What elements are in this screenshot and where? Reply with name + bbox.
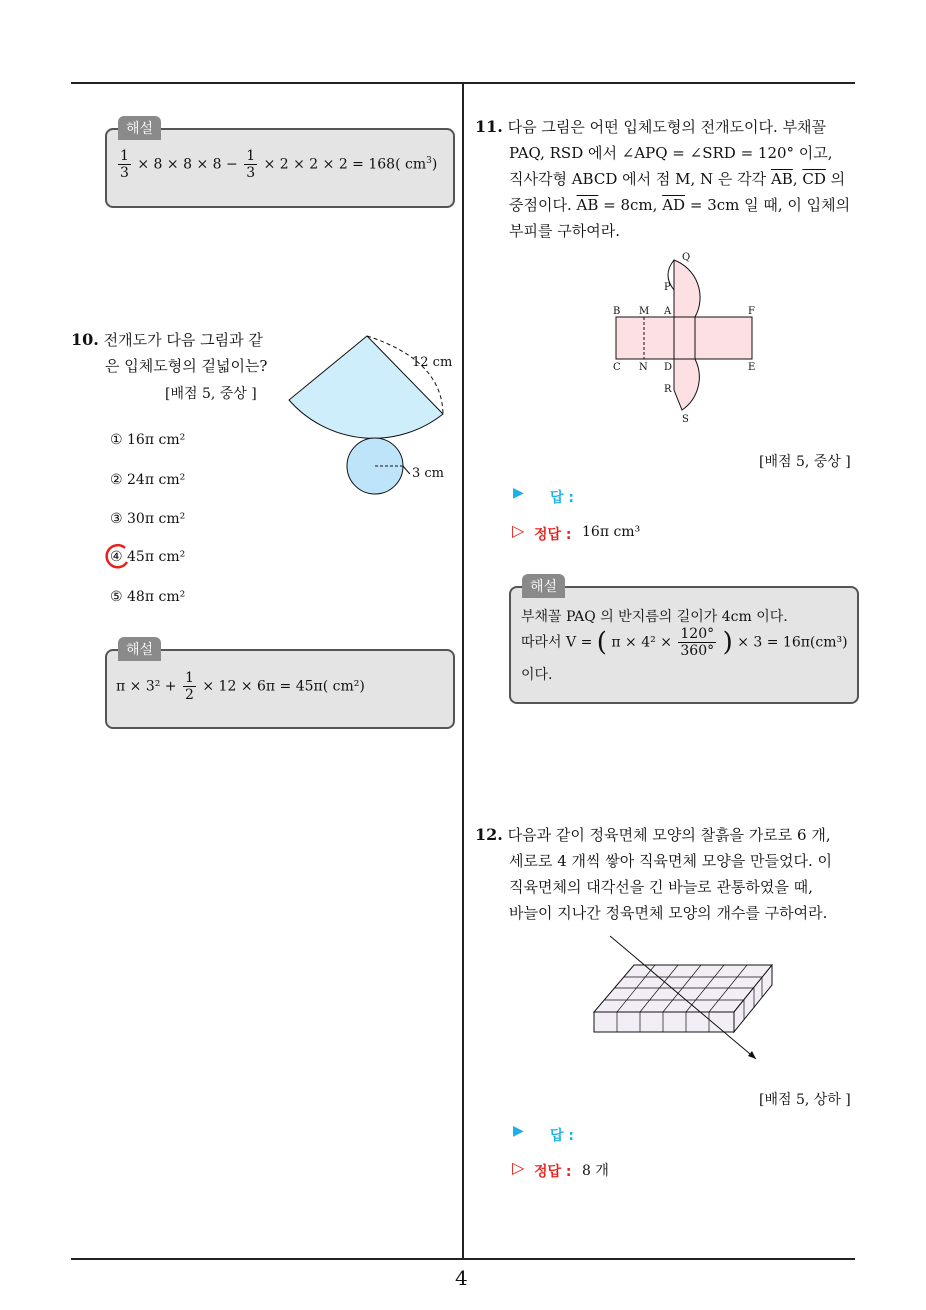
q11-correct-value: 16π cm³ <box>582 524 641 540</box>
q11-label-f: F <box>748 306 755 317</box>
q11-number: 11. <box>475 117 503 136</box>
q10-option-4[interactable]: ④ 45π cm² <box>110 549 186 565</box>
q11-correct-label: 정답 : <box>534 527 572 543</box>
q10-answer-circle-mark <box>103 542 131 572</box>
q12-cuboid-figure <box>590 932 780 1064</box>
q12-correct-value: 8 개 <box>582 1163 609 1179</box>
q12-answer-label: 답 : <box>550 1128 574 1144</box>
q11-label-c: C <box>613 362 621 373</box>
needle-arrowhead <box>748 1051 756 1059</box>
q11-meta: [배점 5, 중상 ] <box>759 454 851 470</box>
q10-option-1[interactable]: ① 16π cm² <box>110 432 186 448</box>
cone-lateral-sector <box>289 336 443 438</box>
q10-label-radius: 3 cm <box>412 466 445 481</box>
q12-question: 12. 다음과 같이 정육면체 모양의 찰흙을 가로로 6 개, 세로로 4 개씩 쌓아 직육면체 모양을 만들었다. 이 직육면체의 대각선을 긴 바늘로 관통하였을 때, 바늘이 지나간 정육면체 모양의 개수를 구하여라. <box>475 825 832 922</box>
q11-answer-label: 답 : <box>550 490 574 506</box>
q11-solution-line3: 이다. <box>521 667 553 683</box>
q11-label-n: N <box>639 362 648 373</box>
q11-solution-tab: 해설 <box>522 574 565 598</box>
q10-label-slant: 12 cm <box>412 355 453 370</box>
q11-label-d: D <box>664 362 673 373</box>
q12-correct-arrow-icon: ▷ <box>512 1158 525 1177</box>
q10-solution-formula: π × 3² + $\frac{1}{2}$ × 12 × 6π = 45π( cm²) <box>116 670 365 703</box>
q11-solution-line1: 부채꼴 PAQ 의 반지름의 길이가 4cm 이다. <box>521 609 788 625</box>
q9-solution-tab: 해설 <box>118 116 161 140</box>
q12-number: 12. <box>475 825 503 844</box>
q10-meta: [배점 5, 중상 ] <box>165 386 257 402</box>
q11-label-q: Q <box>682 252 691 263</box>
q10-option-5[interactable]: ⑤ 48π cm² <box>110 589 186 605</box>
q10-option-2[interactable]: ② 24π cm² <box>110 472 186 488</box>
q11-question: 11. 다음 그림은 어떤 입체도형의 전개도이다. 부채꼴 PAQ, RSD 에서 ∠APQ = ∠SRD = 120° 이고, 직사각형 ABCD 에서 점 M, N 은 각각 $\overline{AB}$, $\overline{CD}$ 의 중점이다. $\overline{AB} = 8cm$, $\overline{AD} = 3cm$ 일 때, 이 입체의 부피를 구하여라. <box>475 117 851 240</box>
q12-correct-label: 정답 : <box>534 1164 572 1180</box>
sector-paq <box>674 260 700 317</box>
q11-label-m: M <box>639 306 650 317</box>
q11-solution-formula: 따라서 V = ( π × 4² × $\frac{120^\circ}{360^\circ}$ ) × 3 = 16π(cm³) <box>521 626 848 659</box>
sector-rsd <box>674 359 699 410</box>
q10-number: 10. <box>71 330 99 349</box>
cuboid-front-face <box>594 1012 734 1032</box>
q11-label-e: E <box>748 362 756 373</box>
q9-solution-formula: $\frac{1}{3}$ × 8 × 8 × 8 − $\frac{1}{3}$ × 2 × 2 × 2 = 168( $cm^3$) <box>120 148 438 181</box>
bottom-rule <box>71 1258 855 1260</box>
q11-label-s: S <box>682 414 689 425</box>
page-number: 4 <box>455 1266 468 1290</box>
q10-solution-tab: 해설 <box>118 637 161 661</box>
q11-net-figure <box>600 250 770 430</box>
q12-meta: [배점 5, 상하 ] <box>759 1092 851 1108</box>
q12-answer-arrow-icon: ▶ <box>513 1123 524 1139</box>
q11-correct-arrow-icon: ▷ <box>512 521 525 540</box>
rectangle-bfec <box>616 317 752 359</box>
q11-label-b: B <box>613 306 621 317</box>
q11-label-r: R <box>664 384 672 395</box>
q10-question: 10. 전개도가 다음 그림과 같 은 입체도형의 겉넓이는? <box>71 330 268 375</box>
q11-answer-arrow-icon: ▶ <box>513 485 524 501</box>
column-divider <box>462 84 464 1259</box>
q11-label-a: A <box>664 306 672 317</box>
q11-label-p: P <box>664 282 671 293</box>
q10-option-3[interactable]: ③ 30π cm² <box>110 511 186 527</box>
